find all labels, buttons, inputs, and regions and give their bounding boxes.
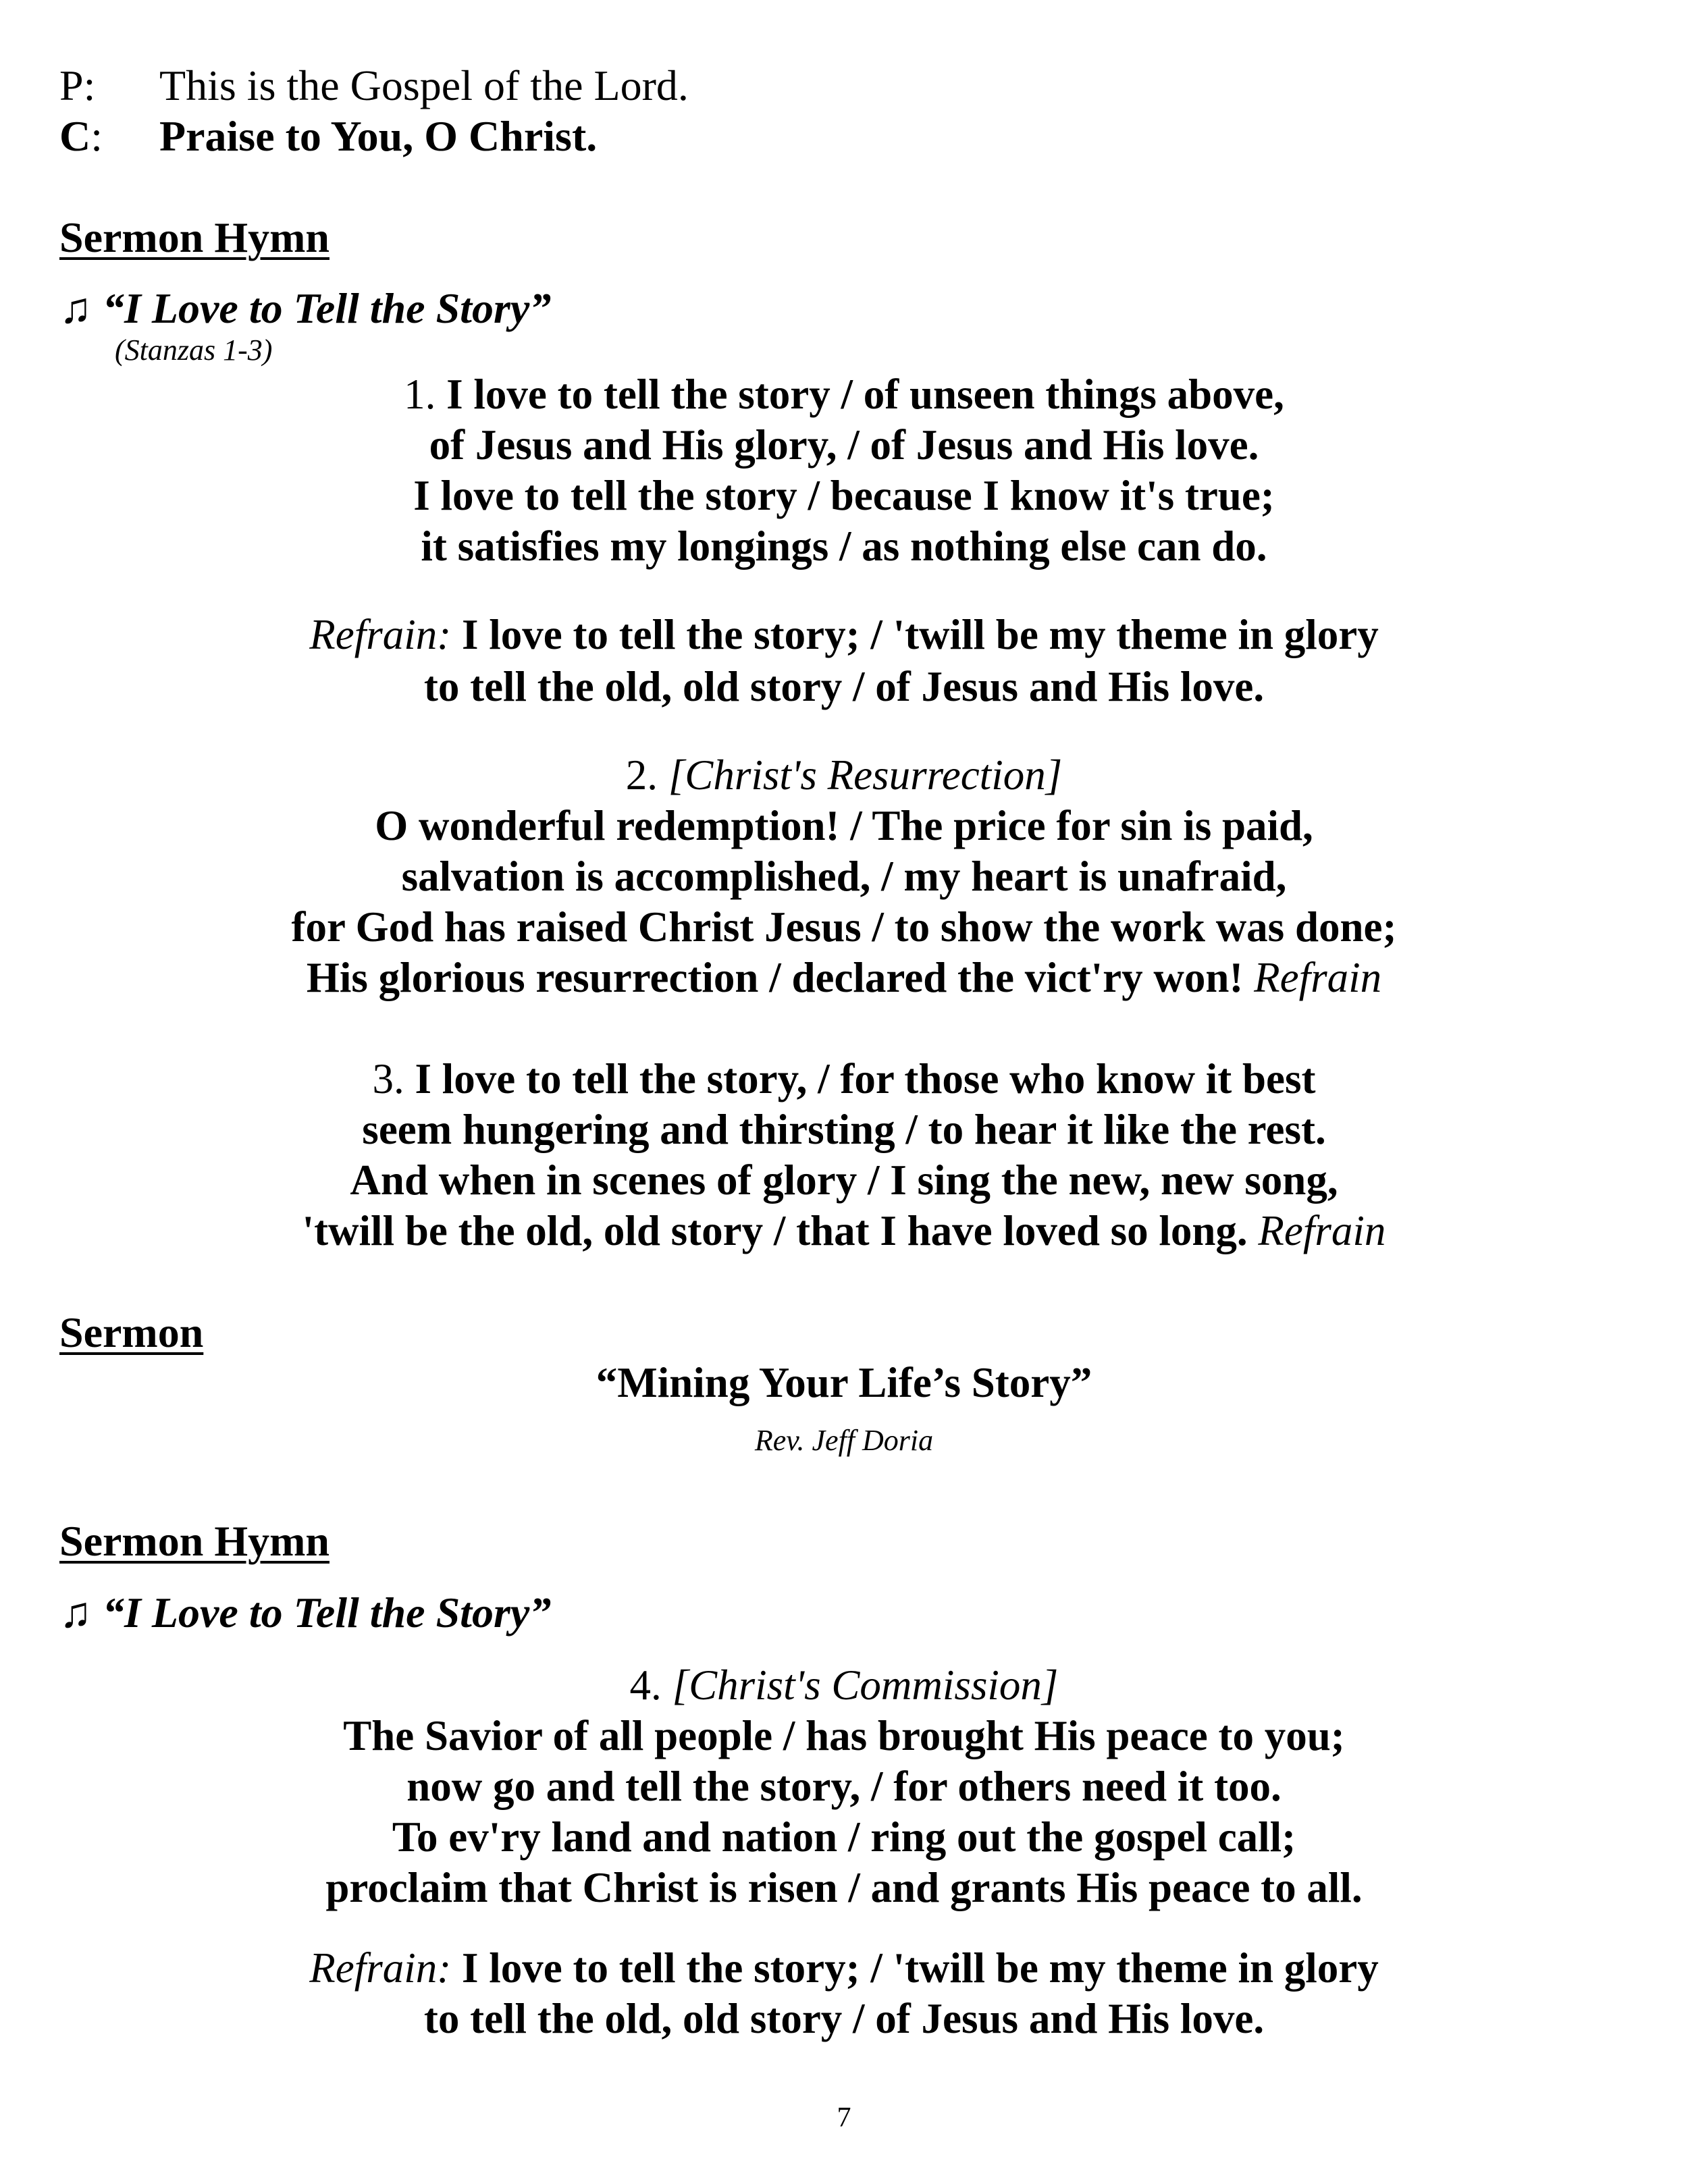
hymn-title-row [59,282,551,335]
stanza1-line1 [0,369,1688,420]
stanza4-subtitle: [Christ's Commission] [672,1661,1059,1709]
stanza3-line1 [0,1053,1688,1104]
stanza2-refrain-ref: Refrain [1254,954,1382,1001]
sermon-heading: Sermon [59,1308,204,1356]
sermon-hymn-heading-2: Sermon Hymn [59,1517,329,1565]
stanza3-refrain-ref: Refrain [1258,1207,1386,1254]
p-text: This is the Gospel of the Lord. [159,61,689,109]
stanza2-line2: salvation is accomplished, / my heart is unafraid, [401,853,1287,900]
c-letter: C [59,112,91,160]
stanza3-line3: And when in scenes of glory / I sing the new, new song, [350,1156,1338,1204]
hymn-title-row-2 [59,1587,551,1639]
refrain2-label: Refrain: [309,1944,452,1992]
page-number: 7 [837,2102,851,2133]
c-text: Praise to You, O Christ. [159,112,598,160]
stanza1-line2: of Jesus and His glory, / of Jesus and His love. [429,421,1259,469]
hymn-title: “I Love to Tell the Story” [103,284,552,332]
refrain2-line1-text: I love to tell the story; / 'twill be my theme in glory [461,1944,1379,1992]
music-note-icon-2: ♫ [59,1589,92,1636]
stanza4-line4: proclaim that Christ is risen / and grants His peace to all. [325,1864,1363,1911]
sermon-hymn-heading: Sermon Hymn [59,213,329,261]
p-speaker: P: [59,61,96,109]
c-colon: : [90,112,103,160]
music-note-icon: ♫ [59,284,92,332]
sermon-title: “Mining Your Life’s Story” [596,1359,1092,1406]
refrain2-line1 [0,1942,1688,1994]
stanza3-line4 [0,1205,1688,1256]
stanza2-subtitle: [Christ's Resurrection] [668,751,1063,799]
refrain1-label: Refrain: [309,611,452,658]
c-speaker [59,110,103,163]
stanza1-line1-text: I love to tell the story / of unseen things above, [446,371,1284,418]
stanza3-line1-text: I love to tell the story, / for those who know it best [415,1055,1316,1102]
stanza4-line2: now go and tell the story, / for others need it too. [406,1763,1282,1810]
refrain2-line2: to tell the old, old story / of Jesus and His love. [423,1995,1265,2042]
stanza4-line3: To ev'ry land and nation / ring out the gospel call; [392,1813,1296,1861]
stanza1-line4: it satisfies my longings / as nothing else can do. [421,523,1267,570]
stanza2-line1: O wonderful redemption! / The price for sin is paid, [375,802,1313,849]
stanza4-number: 4. [629,1661,662,1709]
refrain1-line1 [0,609,1688,660]
stanza3-line4-text: 'twill be the old, old story / that I have loved so long. [302,1207,1248,1254]
stanzas-note: (Stanzas 1-3) [115,334,273,367]
stanza4-header [0,1659,1688,1711]
hymn-title-2: “I Love to Tell the Story” [103,1589,552,1636]
refrain1-line2: to tell the old, old story / of Jesus and His love. [423,663,1265,710]
sermon-preacher: Rev. Jeff Doria [754,1424,934,1457]
refrain1-line1-text: I love to tell the story; / 'twill be my theme in glory [461,611,1379,658]
stanza2-line4 [0,952,1688,1003]
stanza3-number: 3. [372,1055,404,1102]
stanza2-header [0,749,1688,801]
stanza1-number: 1. [404,371,436,418]
stanza2-line3: for God has raised Christ Jesus / to show the work was done; [291,903,1397,951]
stanza2-number: 2. [625,751,658,799]
stanza1-line3: I love to tell the story / because I know it's true; [413,472,1275,519]
stanza3-line2: seem hungering and thirsting / to hear it like the rest. [362,1106,1326,1153]
stanza4-line1: The Savior of all people / has brought His peace to you; [343,1712,1345,1759]
stanza2-line4-text: His glorious resurrection / declared the vict'ry won! [306,954,1244,1001]
